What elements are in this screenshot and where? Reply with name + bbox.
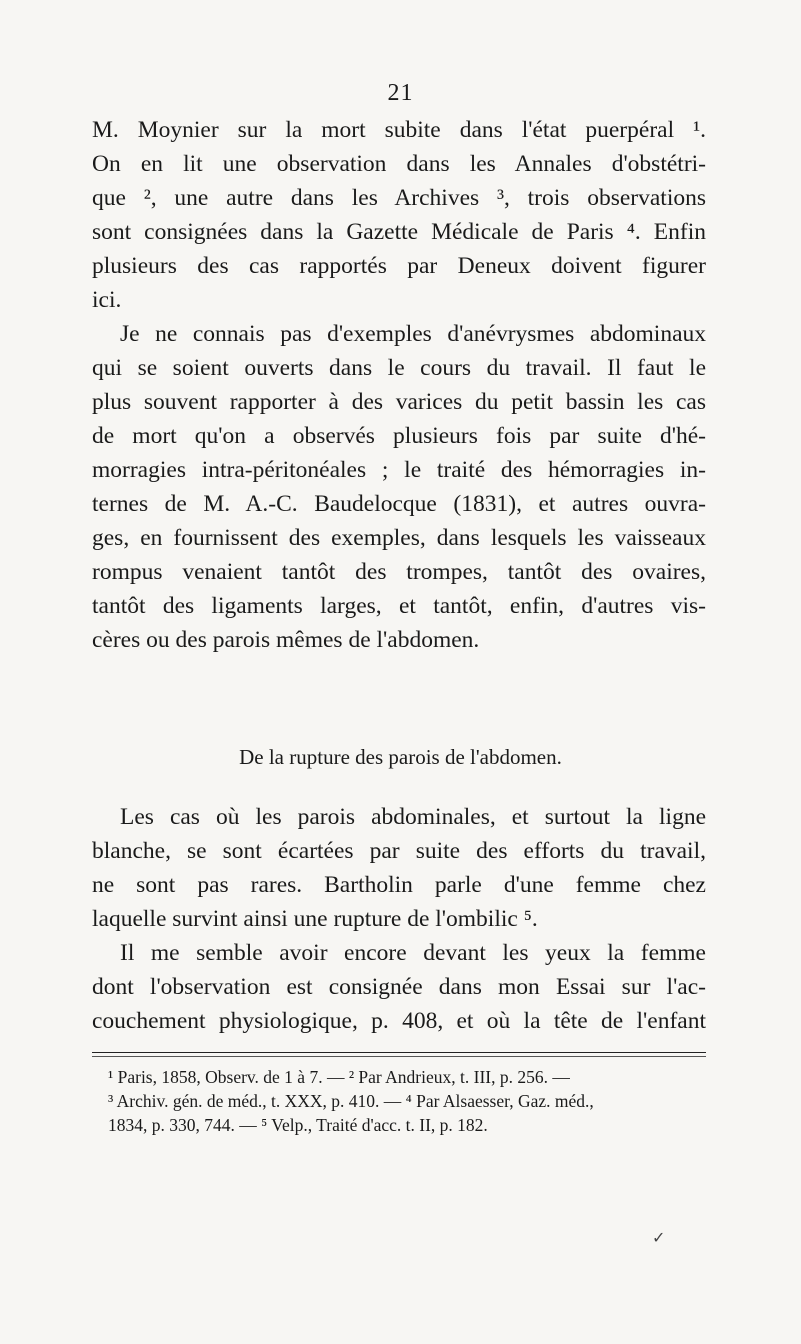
page-number: 21 [387,80,414,106]
text-line: couchement physiologique, p. 408, et où la tête de l'enfant [92,1008,706,1034]
text-line: ne sont pas rares. Bartholin parle d'une femme chez [92,872,706,898]
footnote-line: ³ Archiv. gén. de méd., t. XXX, p. 410. — ⁴ Par Alsaesser, Gaz. méd., [108,1091,594,1111]
text-line: M. Moynier sur la mort subite dans l'état puerpéral ¹. [92,117,706,143]
main-text [92,113,706,657]
text-line: On en lit une observation dans les Annales d'obstétri- [92,151,706,177]
text-line: blanche, se sont écartées par suite des efforts du travail, [92,838,706,864]
text-line: cères ou des parois mêmes de l'abdomen. [92,627,480,653]
text-line: sont consignées dans la Gazette Médicale de Paris ⁴. Enfin [92,219,706,245]
text-line: ternes de M. A.-C. Baudelocque (1831), et autres ouvra- [92,491,706,517]
text-line: dont l'observation est consignée dans mon Essai sur l'ac- [92,974,706,1000]
text-line: laquelle survint ainsi une rupture de l'ombilic ⁵. [92,906,538,932]
text-line: rompus venaient tantôt des trompes, tantôt des ovaires, [92,559,706,585]
footnote-divider-thin [92,1056,706,1057]
footnote-line: 1834, p. 330, 744. — ⁵ Velp., Traité d'acc. t. II, p. 182. [108,1115,488,1135]
section-heading: De la rupture des parois de l'abdomen. [239,745,562,769]
text-line: Il me semble avoir encore devant les yeux la femme [120,940,706,966]
text-line: ges, en fournissent des exemples, dans lesquels les vaisseaux [92,525,706,551]
section-text [92,800,706,1038]
footnote-line: ¹ Paris, 1858, Observ. de 1 à 7. — ² Par Andrieux, t. III, p. 256. — [108,1067,570,1087]
text-line: de mort qu'on a observés plusieurs fois par suite d'hé- [92,423,706,449]
stray-pencil-mark: ✓ [652,1230,666,1247]
footnote-divider [92,1052,706,1053]
footnotes [108,1065,708,1137]
text-line: Les cas où les parois abdominales, et surtout la ligne [120,804,706,830]
text-line: ici. [92,287,122,313]
text-line: morragies intra-péritonéales ; le traité des hémorragies in- [92,457,706,483]
text-line: tantôt des ligaments larges, et tantôt, enfin, d'autres vis- [92,593,706,619]
text-line: plusieurs des cas rapportés par Deneux doivent figurer [92,253,706,279]
text-line: plus souvent rapporter à des varices du petit bassin les cas [92,389,706,415]
text-line: Je ne connais pas d'exemples d'anévrysmes abdominaux [120,321,706,347]
text-line: qui se soient ouverts dans le cours du travail. Il faut le [92,355,706,381]
text-line: que ², une autre dans les Archives ³, trois observations [92,185,706,211]
